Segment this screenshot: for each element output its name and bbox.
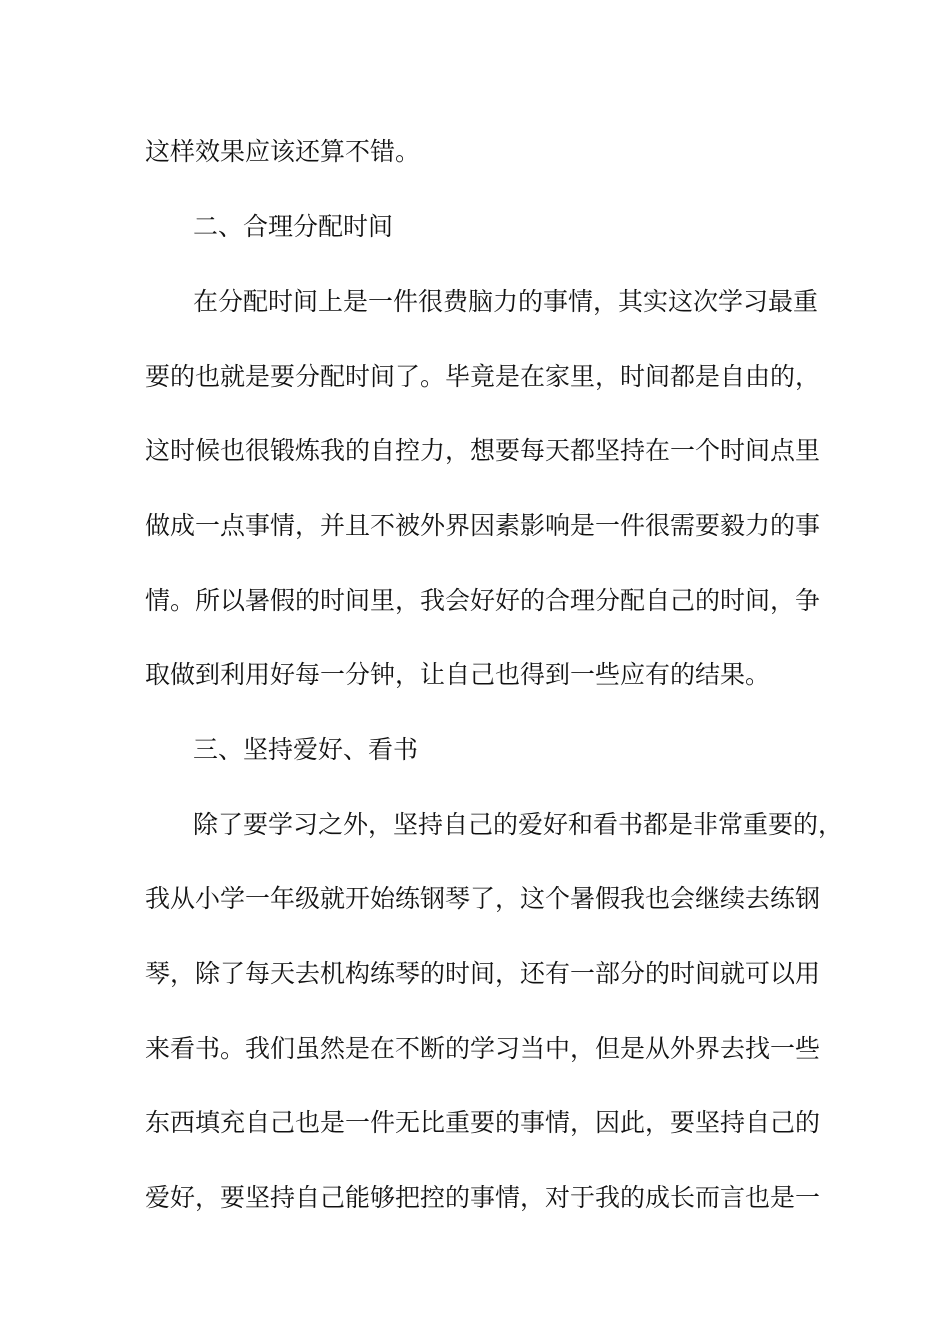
paragraph-line: 要的也就是要分配时间了。毕竟是在家里，时间都是自由的， <box>145 362 821 391</box>
section-heading: 二、合理分配时间 <box>193 212 394 241</box>
paragraph-line: 琴，除了每天去机构练琴的时间，还有一部分的时间就可以用 <box>145 959 821 988</box>
paragraph-line: 这时候也很锻炼我的自控力，想要每天都坚持在一个时间点里 <box>145 436 821 465</box>
paragraph-line: 东西填充自己也是一件无比重要的事情，因此，要坚持自己的 <box>145 1108 821 1137</box>
paragraph-line: 除了要学习之外，坚持自己的爱好和看书都是非常重要的， <box>193 810 844 839</box>
paragraph-line: 做成一点事情，并且不被外界因素影响是一件很需要毅力的事 <box>145 511 821 540</box>
paragraph-line: 来看书。我们虽然是在不断的学习当中，但是从外界去找一些 <box>145 1034 821 1063</box>
paragraph-line: 这样效果应该还算不错。 <box>145 137 421 166</box>
paragraph-line: 取做到利用好每一分钟，让自己也得到一些应有的结果。 <box>145 660 771 689</box>
section-heading: 三、坚持爱好、看书 <box>193 735 419 764</box>
paragraph-line: 爱好，要坚持自己能够把控的事情，对于我的成长而言也是一 <box>145 1183 821 1212</box>
paragraph-line: 在分配时间上是一件很费脑力的事情，其实这次学习最重 <box>193 287 819 316</box>
paragraph-line: 我从小学一年级就开始练钢琴了，这个暑假我也会继续去练钢 <box>145 884 821 913</box>
paragraph-line: 情。所以暑假的时间里，我会好好的合理分配自己的时间，争 <box>145 586 821 615</box>
